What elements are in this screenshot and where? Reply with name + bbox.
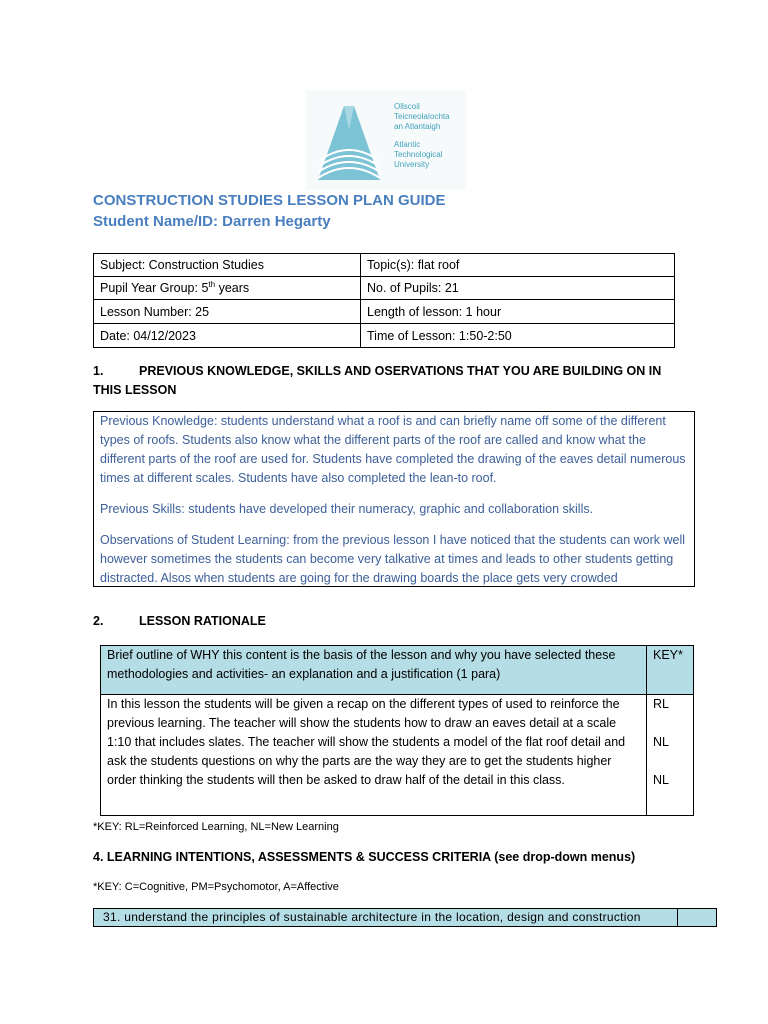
rationale-text: In this lesson the students will be given a recap on the different types of used to reinforce the previous learning. The teacher will show the students how to draw an eaves detail at a scale 1:10 that includes slates. The teacher will show the students a model of the flat roof detail and ask the students questions on why the parts are the way they are to get the students higher order thinking the students will then be asked to draw half of the detail in this class. xyxy=(101,695,647,816)
subject-cell: Subject: Construction Studies xyxy=(94,254,361,277)
atu-logo-mark xyxy=(306,90,396,190)
learning-intention-type-cell[interactable] xyxy=(677,909,716,926)
table-row xyxy=(101,646,694,695)
year-prefix: Pupil Year Group: 5 xyxy=(100,281,209,296)
section-1-heading xyxy=(93,362,683,400)
observations: Observations of Student Learning: from the previous lesson I have noticed that the students can work well however sometimes the students can become very talkative at times and leads to other students getting distracted. Alsos when students are going for the drawing boards the place gets very crowded xyxy=(100,533,686,585)
previous-skills: Previous Skills: students have developed their numeracy, graphic and collaboration skills. xyxy=(100,502,594,516)
date-cell: Date: 04/12/2023 xyxy=(94,324,361,348)
key-note: *KEY: RL=Reinforced Learning, NL=New Learning xyxy=(93,821,339,833)
learning-intention-text: 31. understand the principles of sustainable architecture in the location, design and construction xyxy=(103,910,641,924)
key-column xyxy=(647,695,694,816)
learning-intention-dropdown[interactable] xyxy=(93,908,717,927)
student-name: Student Name/ID: Darren Hegarty xyxy=(93,213,331,230)
logo-line: Atlantic xyxy=(394,140,421,149)
time-cell: Time of Lesson: 1:50-2:50 xyxy=(361,324,675,348)
section-title: LESSON RATIONALE xyxy=(139,614,266,628)
previous-knowledge: Previous Knowledge: students understand what a roof is and can briefly name off some of the different types of roofs. Students also know what the different parts of the roof are called and know what the different parts of the roof are used for. Students have completed the drawing of the eaves detail numerous times at different scales. Students have also completed the lean-to roof. xyxy=(100,414,686,485)
previous-learning-box xyxy=(93,411,695,587)
key-value: NL xyxy=(653,773,669,787)
logo-line: Technological xyxy=(394,150,443,159)
table-row xyxy=(94,277,675,300)
outline-header: Brief outline of WHY this content is the basis of the lesson and why you have selected these methodologies and activities- an explanation and a justification (1 para) xyxy=(101,646,647,695)
table-row xyxy=(94,254,675,277)
logo-line: Ollscoil xyxy=(394,102,420,111)
logo-line: Teicneolaíochta xyxy=(394,112,450,121)
logo-line: University xyxy=(394,160,430,169)
logo-wordmark xyxy=(394,102,450,170)
table-row xyxy=(101,695,694,816)
table-row xyxy=(94,324,675,348)
section-number: 1. xyxy=(93,364,104,378)
key-note: *KEY: C=Cognitive, PM=Psychomotor, A=Affective xyxy=(93,881,339,893)
pupils-cell: No. of Pupils: 21 xyxy=(361,277,675,300)
length-cell: Length of lesson: 1 hour xyxy=(361,300,675,324)
year-group-cell xyxy=(94,277,361,300)
year-suffix: years xyxy=(215,281,250,296)
section-title: PREVIOUS KNOWLEDGE, SKILLS AND OSERVATIONS THAT YOU ARE BUILDING ON IN THIS LESSON xyxy=(93,364,662,397)
key-header: KEY* xyxy=(647,646,694,695)
lesson-number-cell: Lesson Number: 25 xyxy=(94,300,361,324)
table-row xyxy=(94,300,675,324)
year-sup: th xyxy=(208,280,216,290)
key-value: RL xyxy=(653,697,669,711)
key-value: NL xyxy=(653,735,669,749)
document-title: CONSTRUCTION STUDIES LESSON PLAN GUIDE xyxy=(93,192,446,209)
rationale-table xyxy=(100,645,694,816)
section-number: 2. xyxy=(93,614,104,628)
section-2-heading xyxy=(93,614,266,628)
topic-cell: Topic(s): flat roof xyxy=(361,254,675,277)
lesson-info-table xyxy=(93,253,675,348)
atu-logo xyxy=(306,90,466,190)
logo-line: an Atlantaigh xyxy=(394,122,441,131)
section-4-heading: 4. LEARNING INTENTIONS, ASSESSMENTS & SUCCESS CRITERIA (see drop-down menus) xyxy=(93,850,636,864)
